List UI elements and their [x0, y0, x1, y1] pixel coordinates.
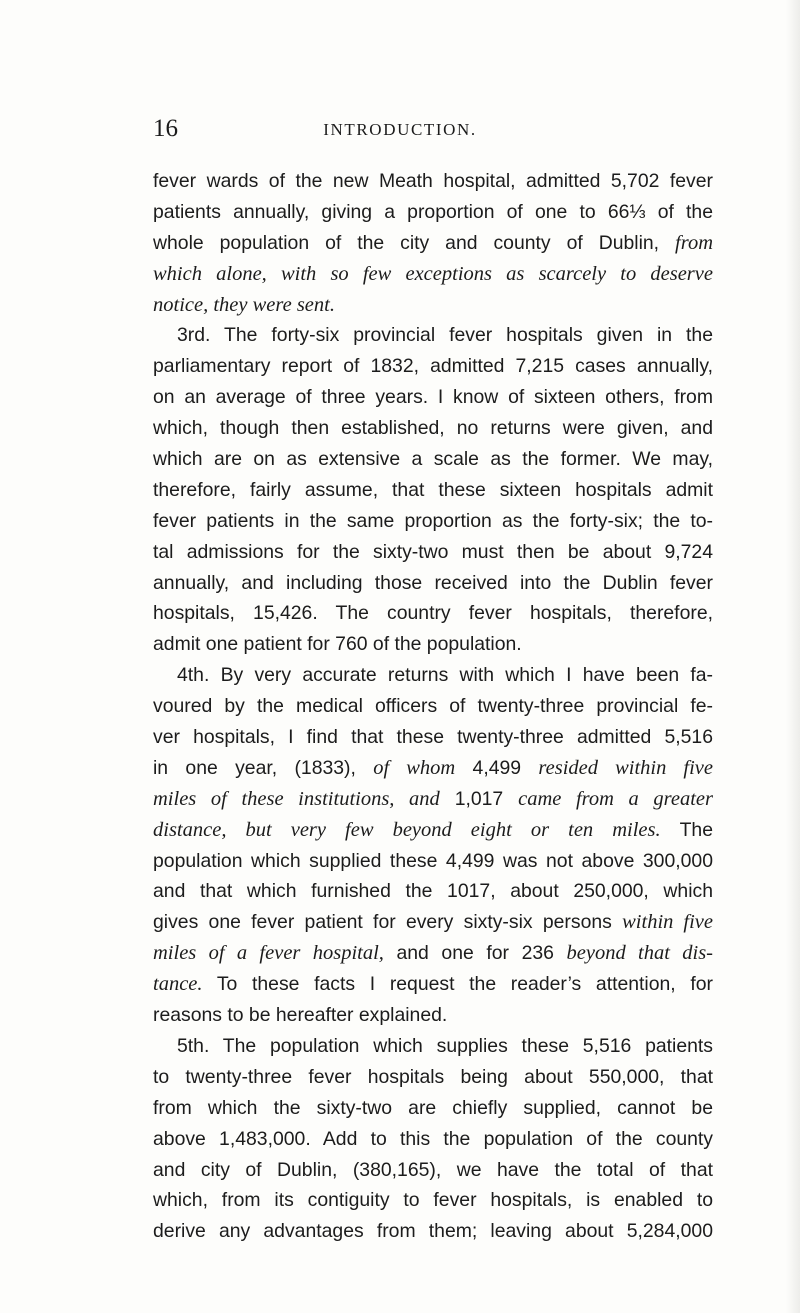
text-run: which, from its contiguity to fever hospitals, is enabled to — [153, 1189, 713, 1212]
text-run: derive any advantages from them; leaving about 5,284,000 — [153, 1220, 713, 1243]
text-run: and one for 236 — [383, 942, 567, 965]
text-line — [153, 290, 713, 321]
text-run: gives one fever patient for every sixty-six persons — [153, 911, 623, 934]
text-line — [153, 1185, 713, 1216]
text-line — [153, 815, 713, 846]
text-line — [153, 320, 713, 351]
text-run: hospitals, 15,426. The country fever hospitals, therefore, — [153, 602, 713, 625]
text-run: to twenty-three fever hospitals being about 550,000, that — [153, 1065, 713, 1088]
italic-text: distance, but very few beyond eight or ten miles. — [153, 818, 661, 841]
text-run: therefore, fairly assume, that these sixteen hospitals admit — [153, 478, 713, 501]
text-line — [153, 1000, 713, 1031]
page-edge-shadow — [786, 0, 800, 1313]
text-run: 4,499 — [455, 756, 539, 779]
text-run: 3rd. The forty-six provincial fever hospitals given in the — [177, 324, 713, 347]
text-run: reasons to be hereafter explained. — [153, 1004, 448, 1027]
italic-text: miles of these institutions, and — [153, 787, 440, 810]
text-run: 5th. The population which supplies these 5,516 patients — [177, 1034, 713, 1057]
text-run: 4th. By very accurate returns with which I have been fa- — [177, 664, 713, 687]
text-line — [153, 351, 713, 382]
text-run: which, though then established, no returns were given, and — [153, 417, 713, 440]
text-run: admit one patient for 760 of the population. — [153, 633, 522, 656]
text-line — [153, 228, 713, 259]
text-run: annually, and including those received into the Dublin fever — [153, 571, 713, 594]
text-line — [153, 382, 713, 413]
text-line — [153, 568, 713, 599]
text-line — [153, 1062, 713, 1093]
text-line — [153, 1216, 713, 1247]
page-number: 16 — [153, 115, 178, 142]
text-line — [153, 1031, 713, 1062]
text-line — [153, 259, 713, 290]
italic-text: tance. — [153, 973, 203, 996]
text-run: on an average of three years. I know of sixteen others, from — [153, 386, 713, 409]
text-run: patients annually, giving a proportion of one to 66⅓ of the — [153, 200, 713, 223]
text-line — [153, 413, 713, 444]
running-head: INTRODUCTION. — [323, 120, 477, 139]
text-line — [153, 537, 713, 568]
text-line — [153, 1124, 713, 1155]
text-line — [153, 444, 713, 475]
text-run: fever patients in the same proportion as the forty-six; the to- — [153, 509, 713, 532]
text-run: ver hospitals, I find that these twenty-three admitted 5,516 — [153, 726, 713, 749]
text-line — [153, 784, 713, 815]
text-run: 1,017 — [439, 787, 519, 810]
text-line — [153, 846, 713, 877]
text-line — [153, 691, 713, 722]
text-line — [153, 1093, 713, 1124]
text-run: from which the sixty-two are chiefly supplied, cannot be — [153, 1096, 713, 1119]
text-line — [153, 907, 713, 938]
text-line — [153, 197, 713, 228]
body-text — [153, 166, 713, 1247]
text-line — [153, 876, 713, 907]
text-line — [153, 166, 713, 197]
text-run: which are on as extensive a scale as the former. We may, — [153, 448, 713, 471]
text-line — [153, 722, 713, 753]
text-run: tal admissions for the sixty-two must then be about 9,724 — [153, 540, 713, 563]
italic-text: which alone, with so few exceptions as scarcely to deserve — [153, 262, 713, 285]
text-run: above 1,483,000. Add to this the population of the county — [153, 1127, 713, 1150]
italic-text: miles of a fever hospital, — [153, 942, 384, 965]
italic-text: from — [675, 231, 713, 254]
text-run: parliamentary report of 1832, admitted 7,215 cases annually, — [153, 355, 713, 378]
italic-text: of whom — [373, 756, 456, 779]
text-line — [153, 629, 713, 660]
text-line — [153, 506, 713, 537]
text-run: fever wards of the new Meath hospital, admitted 5,702 fever — [153, 170, 713, 192]
text-line — [153, 475, 713, 506]
text-line — [153, 969, 713, 1000]
text-run: voured by the medical officers of twenty-three provincial fe- — [153, 695, 713, 718]
text-line — [153, 598, 713, 629]
text-run: and that which furnished the 1017, about 250,000, which — [153, 880, 713, 903]
italic-text: beyond that dis- — [566, 942, 713, 965]
text-run: and city of Dublin, (380,165), we have the total of that — [153, 1158, 713, 1181]
text-run: The — [660, 818, 713, 841]
text-line — [153, 938, 713, 969]
text-run: in one year, (1833), — [153, 756, 374, 779]
italic-text: came from a greater — [518, 787, 713, 810]
text-run: To these facts I request the reader’s attention, for — [202, 973, 713, 996]
text-line — [153, 660, 713, 691]
text-line — [153, 1155, 713, 1186]
text-line — [153, 753, 713, 784]
text-run: population which supplied these 4,499 was not above 300,000 — [153, 849, 713, 872]
page-header — [0, 114, 800, 144]
italic-text: within five — [622, 911, 713, 934]
italic-text: resided within five — [538, 756, 713, 779]
text-run: whole population of the city and county of Dublin, — [153, 231, 676, 254]
italic-text: notice, they were sent. — [153, 293, 335, 316]
